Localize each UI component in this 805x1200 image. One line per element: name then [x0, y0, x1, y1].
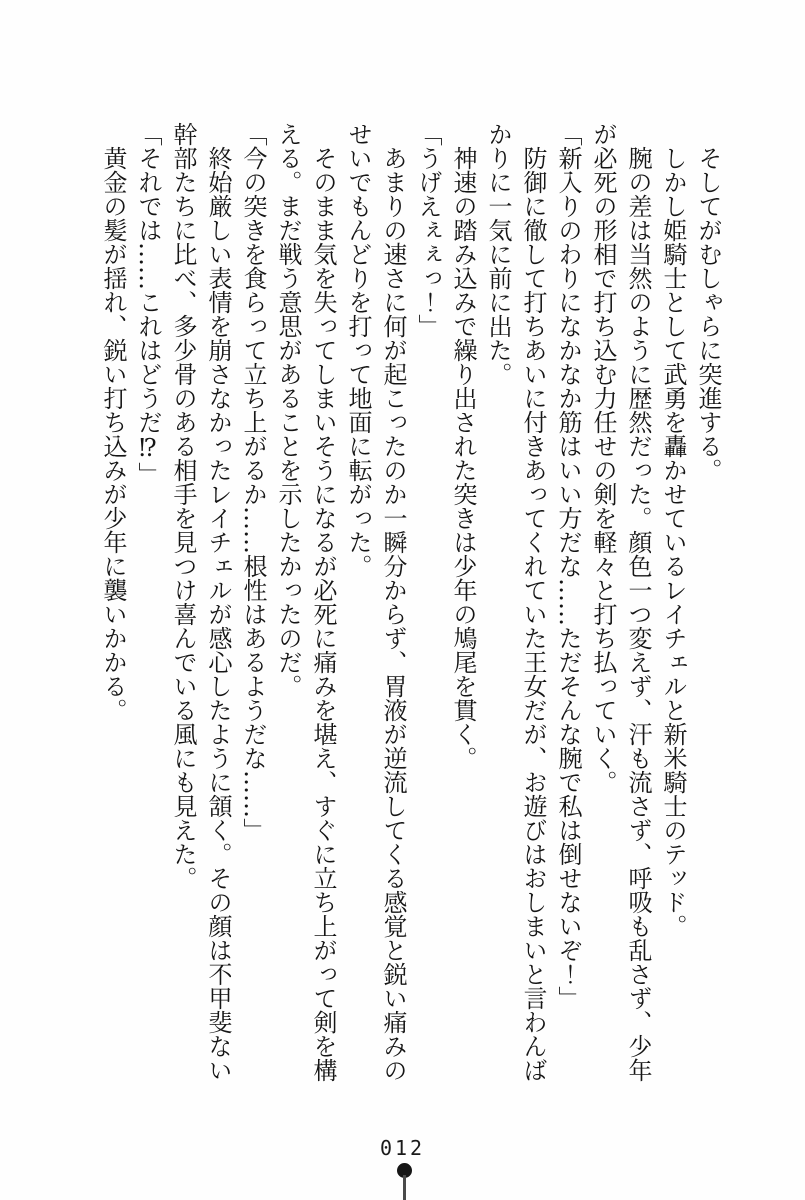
paragraph: あまりの速さに何が起こったのか一瞬分からず、胃液が逆流してくる感覚と鋭い痛みのせいでもんどりを打って地面に転がった。 [344, 122, 407, 1082]
paragraph-dialogue: 「新入りのわりになかなか筋はいい方だな……ただそんな腕で私は倒せないぞ！」 [554, 122, 582, 1010]
page-footer [0, 1136, 805, 1160]
paragraph-dialogue: 「うげえぇぇっ！」 [414, 122, 442, 338]
paragraph-dialogue: 「それでは……これはどうだ⁉」 [134, 122, 162, 486]
paragraph: そのまま気を失ってしまいそうになるが必死に痛みを堪え、すぐに立ち上がって剣を構える。まだ戦う意思があることを示したかったのだ。 [274, 122, 337, 1082]
paragraph: 黄金の髪が揺れ、鋭い打ち込みが少年に襲いかかる。 [99, 146, 127, 722]
paragraph: 腕の差は当然のように歴然だった。顔色一つ変えず、汗も流さず、呼吸も乱さず、少年が必死の形相で打ち込む力任せの剣を軽々と打ち払っていく。 [589, 122, 652, 1082]
page-number: 012 [379, 1136, 426, 1160]
paragraph: 神速の踏み込みで繰り出された突きは少年の鳩尾を貫く。 [449, 146, 477, 770]
paragraph: 防御に徹して打ちあいに付きあってくれていた王女だが、お遊びはおしまいと言わんばかりに一気に前に出た。 [484, 122, 547, 1082]
vertical-text-block [95, 122, 725, 1082]
paragraph: 終始厳しい表情を崩さなかったレイチェルが感心したように頷く。その顔は不甲斐ない幹部たちに比べ、多少骨のある相手を見つけ喜んでいる風にも見えた。 [169, 122, 232, 1082]
paragraph-dialogue: 「今の突きを食らって立ち上がるか……根性はあるようだな……」 [239, 122, 267, 842]
printer-center-mark-stem [403, 1175, 406, 1200]
paragraph: そしてがむしゃらに突進する。 [694, 146, 722, 482]
paragraph: しかし姫騎士として武勇を轟かせているレイチェルと新米騎士のテッド。 [659, 146, 687, 938]
